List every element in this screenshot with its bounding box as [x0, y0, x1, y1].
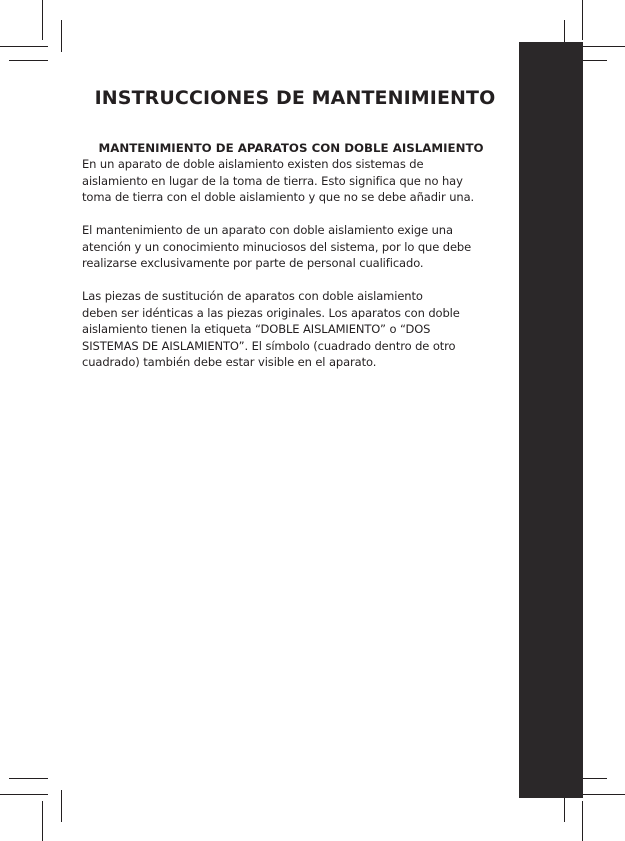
paragraph-maintenance — [82, 222, 498, 272]
crop-mark — [42, 801, 43, 841]
crop-mark — [0, 46, 48, 47]
page-title: INSTRUCCIONES DE MANTENIMIENTO — [94, 87, 496, 109]
text-line: Las piezas de sustitución de aparatos con doble aislamiento — [82, 289, 423, 303]
text-line: En un aparato de doble aislamiento existen dos sistemas de — [82, 157, 424, 171]
text-line: cuadrado) también debe estar visible en el aparato. — [82, 355, 377, 370]
text-line: deben ser idénticas a las piezas originales. Los aparatos con doble — [82, 305, 460, 320]
side-tab — [519, 42, 583, 798]
paragraph-earth — [82, 156, 498, 206]
text-line: El mantenimiento de un aparato con doble aislamiento exige una — [82, 223, 453, 237]
text-line: toma de tierra con el doble aislamiento y que no se debe añadir una. — [82, 190, 475, 205]
section-title: MANTENIMIENTO DE APARATOS CON DOBLE AISLAMIENTO — [98, 141, 484, 155]
crop-mark — [61, 790, 62, 822]
crop-mark — [9, 778, 48, 779]
crop-mark — [61, 20, 62, 52]
paragraph-replacement-parts — [82, 288, 498, 371]
crop-mark — [582, 0, 583, 40]
crop-mark — [577, 794, 625, 795]
text-line: atención y un conocimiento minuciosos del sistema, por lo que debe — [82, 239, 472, 254]
text-line: aislamiento tienen la etiqueta “DOBLE AISLAMIENTO” o “DOS — [82, 322, 431, 337]
text-line: SISTEMAS DE AISLAMIENTO”. El símbolo (cuadrado dentro de otro — [82, 338, 456, 353]
text-line: aislamiento en lugar de la toma de tierra. Esto significa que no hay — [82, 173, 463, 188]
crop-mark — [577, 46, 625, 47]
crop-mark — [0, 794, 48, 795]
crop-mark — [42, 0, 43, 40]
crop-mark — [9, 60, 48, 61]
text-line: realizarse exclusivamente por parte de personal cualificado. — [82, 256, 424, 271]
crop-mark — [582, 801, 583, 841]
